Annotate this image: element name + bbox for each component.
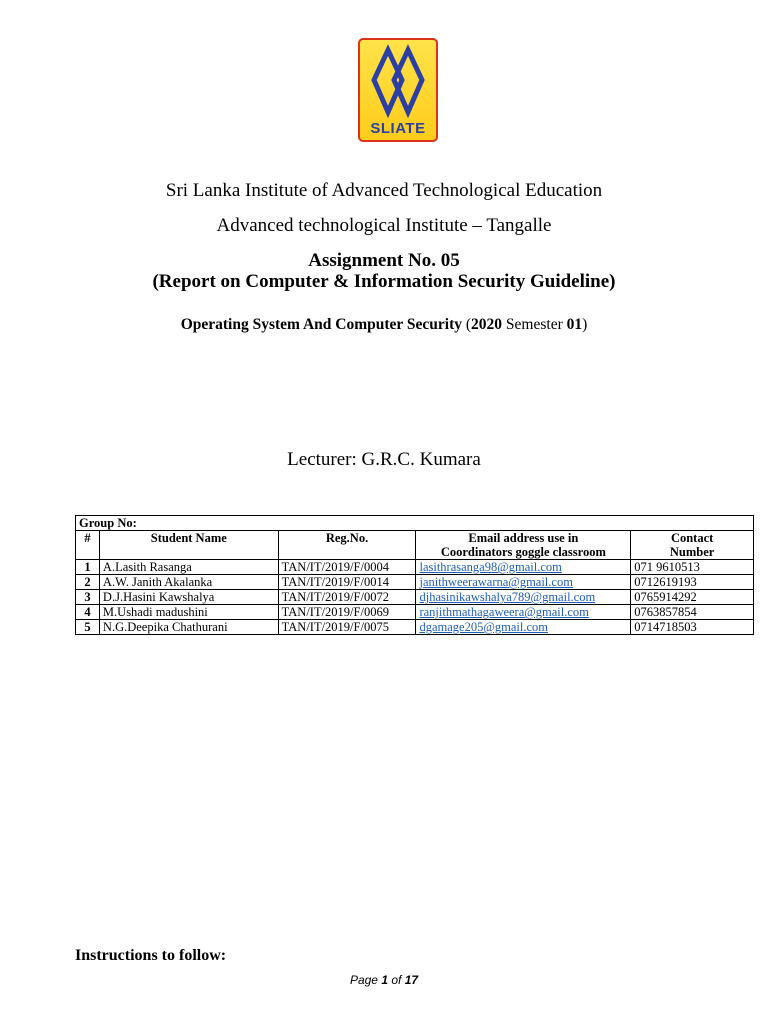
course-name: Operating System And Computer Security xyxy=(180,316,462,333)
contact-number: 0765914292 xyxy=(631,590,754,605)
assignment-title: Assignment No. 05 xyxy=(308,250,460,271)
semester-number: 01 xyxy=(566,316,583,333)
semester-label: Semester xyxy=(505,316,563,333)
row-number: 2 xyxy=(76,575,100,590)
current-page: 1 xyxy=(381,973,388,987)
branch-name: Advanced technological Institute – Tangalle xyxy=(216,215,552,236)
student-name: D.J.Hasini Kawshalya xyxy=(99,590,278,605)
table-row xyxy=(76,575,754,590)
student-name: A.Lasith Rasanga xyxy=(99,560,278,575)
contact-number: 0714718503 xyxy=(631,620,754,635)
instructions-heading: Instructions to follow: xyxy=(75,947,227,964)
table-row xyxy=(76,620,754,635)
email-cell xyxy=(416,605,631,620)
contact-number: 071 9610513 xyxy=(631,560,754,575)
email-cell xyxy=(416,620,631,635)
page-word: Page xyxy=(349,973,378,987)
email-link[interactable]: djhasinikawshalya789@gmail.com xyxy=(419,590,596,604)
table-header-row xyxy=(76,531,754,560)
email-header-line2: Coordinators goggle classroom xyxy=(440,545,606,559)
student-name: A.W. Janith Akalanka xyxy=(99,575,278,590)
sliate-logo xyxy=(358,38,438,142)
col-header-num: # xyxy=(76,531,100,560)
reg-number: TAN/IT/2019/F/0014 xyxy=(278,575,416,590)
email-cell xyxy=(416,575,631,590)
row-number: 3 xyxy=(76,590,100,605)
student-name: M.Ushadi madushini xyxy=(99,605,278,620)
col-header-reg: Reg.No. xyxy=(278,531,416,560)
group-members-table xyxy=(75,515,754,635)
report-title: (Report on Computer & Information Security Guideline) xyxy=(152,271,616,292)
email-link[interactable]: janithweerawarna@gmail.com xyxy=(419,575,573,589)
email-link[interactable]: lasithrasanga98@gmail.com xyxy=(419,560,562,574)
row-number: 1 xyxy=(76,560,100,575)
page-footer xyxy=(0,973,768,987)
group-row xyxy=(76,516,754,531)
table-row xyxy=(76,590,754,605)
reg-number: TAN/IT/2019/F/0075 xyxy=(278,620,416,635)
col-header-email xyxy=(416,531,631,560)
student-name: N.G.Deepika Chathurani xyxy=(99,620,278,635)
reg-number: TAN/IT/2019/F/0072 xyxy=(278,590,416,605)
table-row xyxy=(76,605,754,620)
email-link[interactable]: dgamage205@gmail.com xyxy=(419,620,548,634)
col-header-name: Student Name xyxy=(99,531,278,560)
email-header-line1: Email address use in xyxy=(468,531,579,545)
contact-header-line2: Number xyxy=(669,545,715,559)
institute-name: Sri Lanka Institute of Advanced Technological Education xyxy=(165,180,603,201)
logo-text: SLIATE xyxy=(370,120,426,137)
row-number: 5 xyxy=(76,620,100,635)
total-pages: 17 xyxy=(404,973,419,987)
contact-number: 0763857854 xyxy=(631,605,754,620)
email-cell xyxy=(416,560,631,575)
reg-number: TAN/IT/2019/F/0069 xyxy=(278,605,416,620)
group-number-label: Group No: xyxy=(76,516,754,531)
reg-number: TAN/IT/2019/F/0004 xyxy=(278,560,416,575)
lecturer-name: Lecturer: G.R.C. Kumara xyxy=(287,449,481,470)
of-word: of xyxy=(391,973,402,987)
course-year: 2020 xyxy=(471,316,503,333)
row-number: 4 xyxy=(76,605,100,620)
col-header-contact xyxy=(631,531,754,560)
email-cell xyxy=(416,590,631,605)
email-link[interactable]: ranjithmathagaweera@gmail.com xyxy=(419,605,589,619)
contact-header-line1: Contact xyxy=(670,531,714,545)
table-row xyxy=(76,560,754,575)
contact-number: 0712619193 xyxy=(631,575,754,590)
course-line: Operating System And Computer Security (2020 Semester 01) xyxy=(180,316,588,333)
